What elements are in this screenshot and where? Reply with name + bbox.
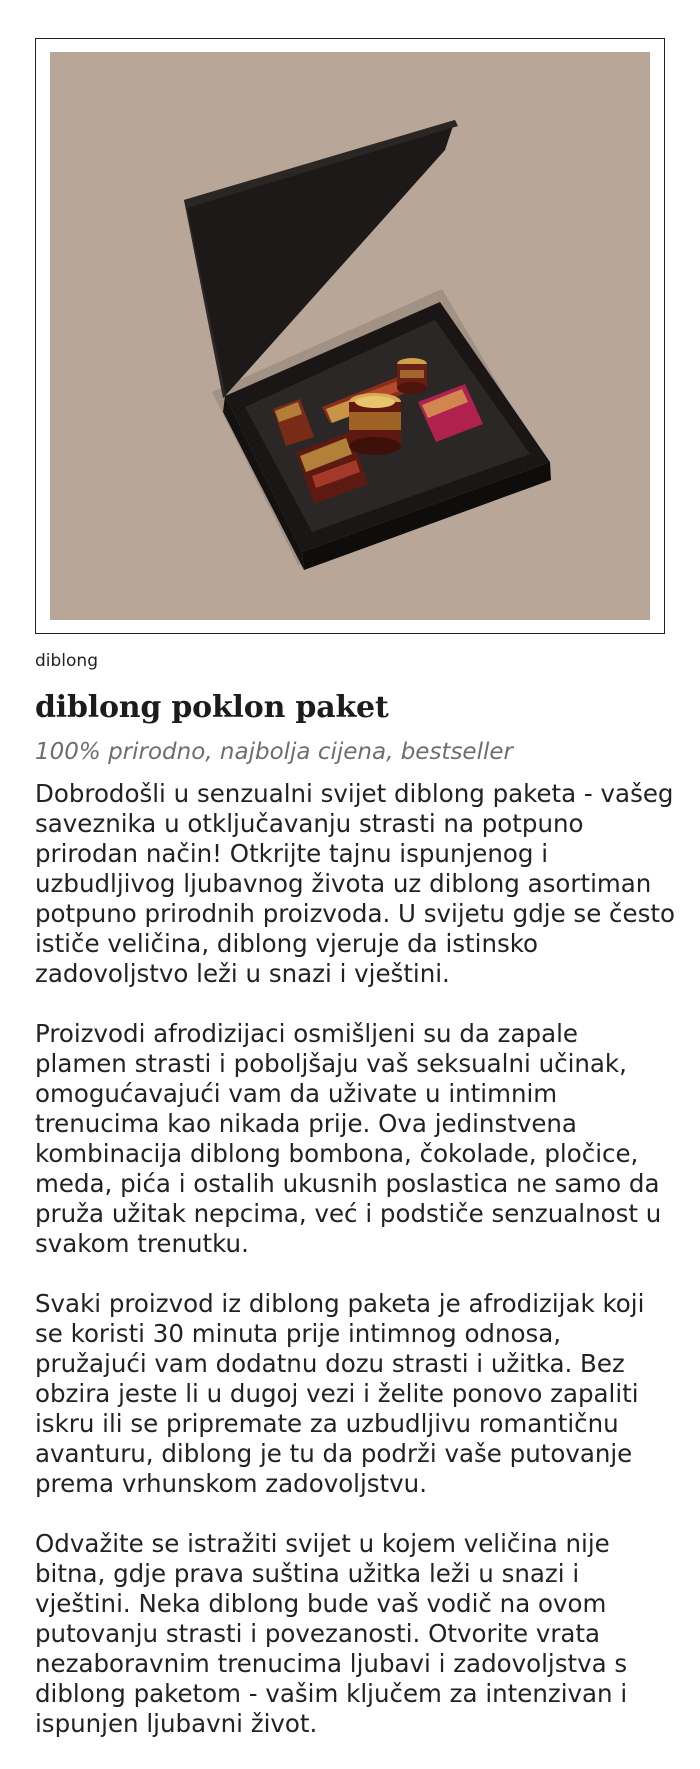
description-paragraph: Odvažite se istražiti svijet u kojem veličina nije bitna, gdje prava suština užitka leži u snazi i vještini. Neka diblong bude vaš vodič na ovom putovanju strasti i povezanosti. Otvorite vrata nezaboravnim trenucima ljubavi i zadovoljstva s diblong paketom - vašim ključem za intenzivan i ispunjen ljubavni život.	[35, 1529, 628, 1738]
description-paragraph: Svaki proizvod iz diblong paketa je afrodizijak koji se koristi 30 minuta prije intimnog odnosa, pružajući vam dodatnu dozu strasti i užitka. Bez obzira jeste li u dugoj vezi i želite ponovo zapaliti iskru ili se pripremate za uzbudljivu romantičnu avanturu, diblong je tu da podrži vaše putovanje prema vrhunskom zadovoljstvu.	[35, 1289, 645, 1498]
product-image[interactable]	[50, 52, 650, 620]
product-title: diblong poklon paket	[35, 690, 389, 725]
product-image-frame[interactable]	[35, 38, 665, 634]
product-brand[interactable]: diblong	[35, 651, 98, 671]
description-paragraph: Dobrodošli u senzualni svijet diblong paketa - vašeg saveznika u otključavanju strasti na potpuno prirodan način! Otkrijte tajnu ispunjenog i uzbudljivog ljubavnog života uz diblong asortiman potpuno prirodnih proizvoda. U svijetu gdje se često ističe veličina, diblong vjeruje da istinsko zadovoljstvo leži u snazi i vještini.	[35, 779, 675, 988]
product-subtitle: 100% prirodno, najbolja cijena, bestseller	[35, 739, 513, 765]
product-description	[35, 779, 675, 1769]
description-paragraph: Proizvodi afrodizijaci osmišljeni su da zapale plamen strasti i poboljšaju vaš seksualni učinak, omogućavajući vam da uživate u intimnim trenucima kao nikada prije. Ova jedinstvena kombinacija diblong bombona, čokolade, pločice, meda, pića i ostalih ukusnih poslastica ne samo da pruža užitak nepcima, već i podstiče senzualnost u svakom trenutku.	[35, 1019, 662, 1258]
